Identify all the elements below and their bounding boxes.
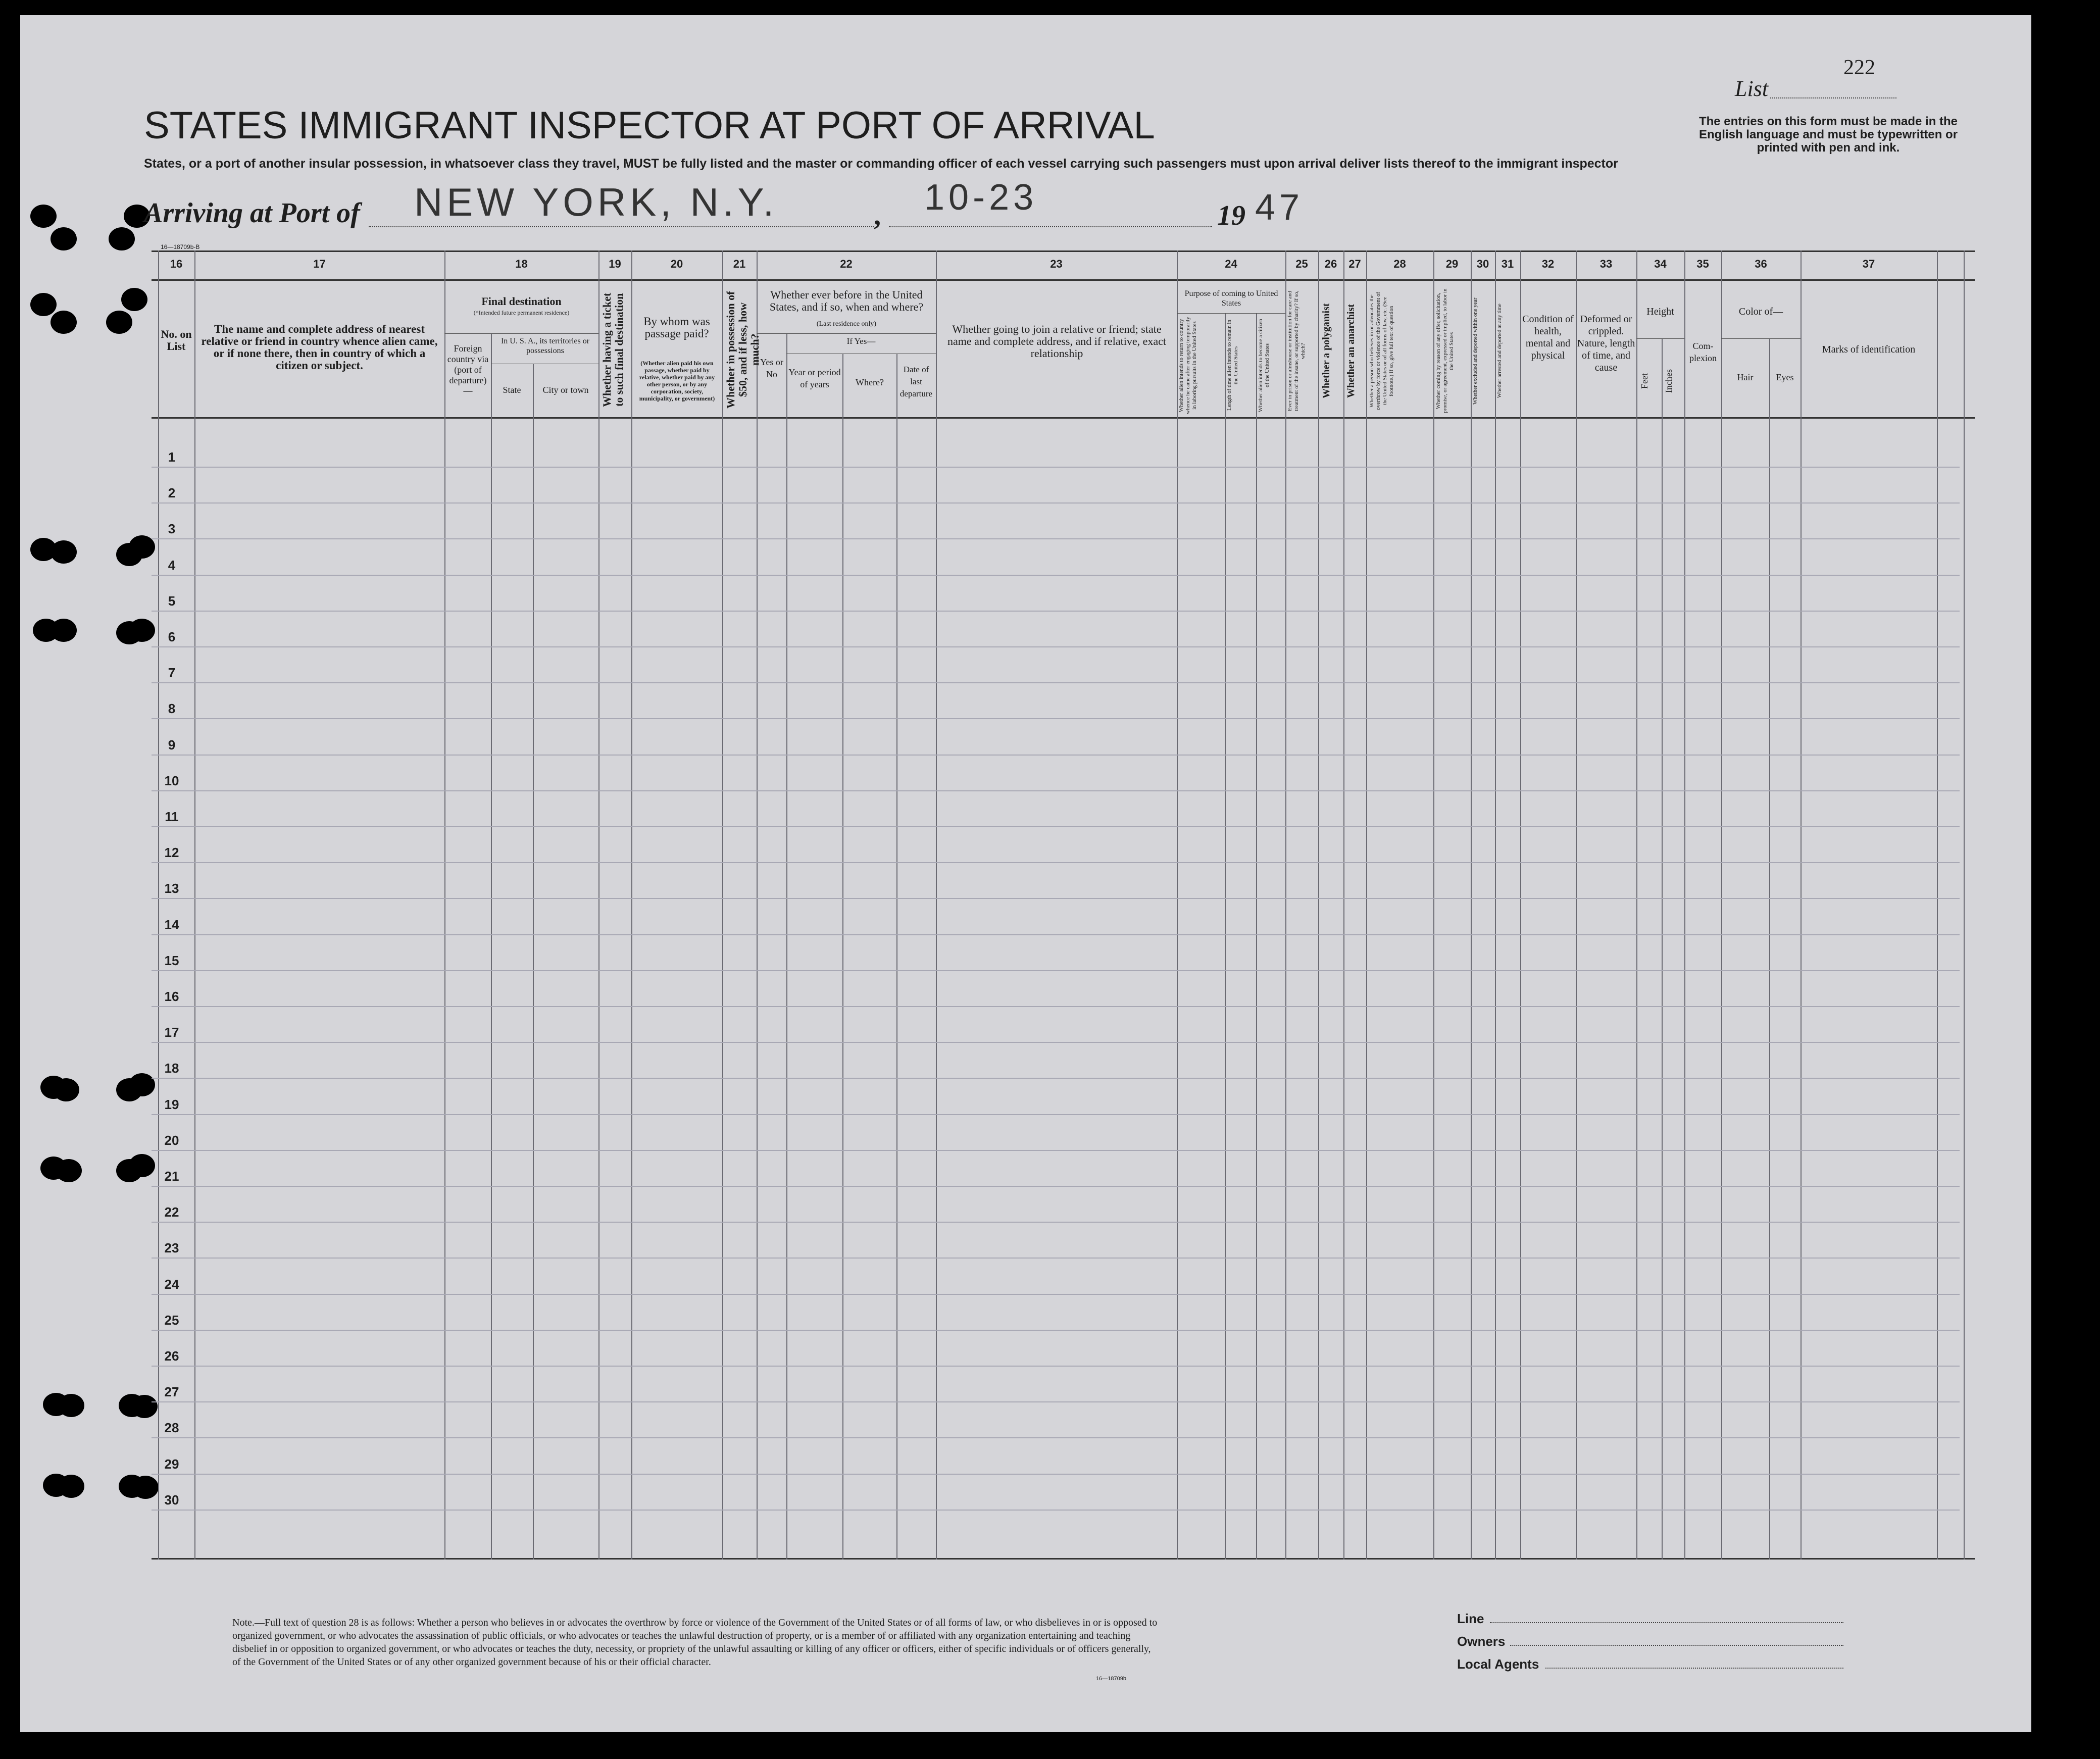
colnum-18: 18 bbox=[515, 258, 528, 270]
header-purpose-return: Whether alien intends to return to country whence he came after engaging temporarily in laboring pursuits in the United States bbox=[1178, 317, 1197, 414]
row-number: 23 bbox=[164, 1240, 179, 1256]
date-line bbox=[889, 226, 1212, 227]
entry-note: The entries on this form must be made in the English language and must be typewritten or printed with pen and ink. bbox=[1698, 115, 1958, 155]
header-state: State bbox=[503, 385, 521, 395]
header-period: Year or period of years bbox=[788, 367, 841, 389]
header-overthrow: Whether a person who believes in or advocates the overthrow by force or violence of the Government of the United States or of all forms of law, etc. (See footnote.) If so, give full text of question bbox=[1369, 292, 1394, 410]
row-number: 14 bbox=[164, 917, 179, 932]
row-number: 8 bbox=[168, 701, 176, 717]
header-prison: Ever in prison or almshouse or institution for care and treatment of the insane, or supported by charity? If so, which? bbox=[1287, 290, 1306, 412]
row-number: 17 bbox=[164, 1025, 179, 1040]
row-number: 18 bbox=[164, 1061, 179, 1076]
footer-form-code: 16—18709b bbox=[1096, 1676, 1126, 1682]
colnum-29: 29 bbox=[1445, 258, 1459, 270]
row-number: 13 bbox=[164, 881, 179, 896]
table-row[interactable] bbox=[152, 826, 1960, 827]
header-labor-offer: Whether coming by reason of any offer, solicitation, promise, or agreement, expressed or implied, to labor in the United States bbox=[1435, 288, 1455, 414]
colnum-27: 27 bbox=[1348, 258, 1361, 270]
table-row[interactable] bbox=[152, 718, 1960, 719]
header-going-to-join: Whether going to join a relative or friend; state name and complete address, and if relative, exact relationship bbox=[947, 323, 1167, 360]
row-number: 10 bbox=[164, 773, 179, 788]
manifest-sheet bbox=[20, 15, 2031, 1732]
header-complexion: Com-plexion bbox=[1689, 341, 1717, 363]
table-row[interactable] bbox=[152, 1258, 1960, 1259]
header-where: Where? bbox=[856, 377, 884, 387]
header-foreign-country: Foreign country via (port of departure)— bbox=[447, 343, 489, 396]
table-row[interactable] bbox=[152, 1366, 1960, 1367]
colnum-19: 19 bbox=[609, 258, 621, 270]
row-number: 15 bbox=[164, 952, 179, 968]
colnum-21: 21 bbox=[733, 258, 746, 270]
row-number: 30 bbox=[164, 1492, 179, 1507]
list-number: 222 bbox=[1843, 56, 1875, 79]
header-yes-no: Yes or No bbox=[760, 357, 783, 379]
row-number: 21 bbox=[164, 1169, 179, 1184]
table-row[interactable] bbox=[152, 1474, 1960, 1475]
footer-owners-label: Owners bbox=[1457, 1634, 1506, 1649]
colnum-37: 37 bbox=[1862, 258, 1875, 270]
header-health: Condition of health, mental and physical bbox=[1522, 314, 1574, 361]
header-marks: Marks of identification bbox=[1822, 344, 1916, 355]
row-number: 25 bbox=[164, 1312, 179, 1328]
table-row[interactable] bbox=[152, 1437, 1960, 1438]
colnum-34: 34 bbox=[1654, 258, 1667, 270]
header-final-destination: Final destination bbox=[481, 295, 562, 308]
header-last-departure: Date of last departure bbox=[899, 365, 933, 398]
header-nearest-relative: The name and complete address of nearest relative or friend in country whence alien came, or if none there, then in country of which a citizen or subject. bbox=[201, 323, 438, 372]
colnum-33: 33 bbox=[1599, 258, 1613, 270]
row-number: 19 bbox=[164, 1096, 179, 1112]
colnum-28: 28 bbox=[1393, 258, 1406, 270]
row-number: 20 bbox=[164, 1132, 179, 1148]
row-number: 9 bbox=[168, 737, 176, 752]
header-anarchist: Whether an anarchist bbox=[1345, 304, 1357, 398]
header-color-of: Color of— bbox=[1738, 306, 1783, 317]
table-row[interactable] bbox=[152, 575, 1960, 576]
arriving-label: Arriving at Port of bbox=[144, 197, 360, 229]
table-row[interactable] bbox=[152, 1401, 1960, 1402]
table-row[interactable] bbox=[152, 862, 1960, 863]
footer-line-field[interactable] bbox=[1490, 1622, 1843, 1623]
table-row[interactable] bbox=[152, 502, 1960, 504]
row-number: 28 bbox=[164, 1420, 179, 1436]
colnum-22: 22 bbox=[840, 258, 853, 270]
colnum-24: 24 bbox=[1225, 258, 1237, 270]
table-row[interactable] bbox=[152, 898, 1960, 899]
table-row[interactable] bbox=[152, 1510, 1960, 1511]
table-row[interactable] bbox=[152, 467, 1960, 468]
row-number: 29 bbox=[164, 1456, 179, 1472]
table-row[interactable] bbox=[152, 1150, 1960, 1151]
header-eyes: Eyes bbox=[1776, 372, 1794, 382]
table-row[interactable] bbox=[152, 1294, 1960, 1295]
colnum-36: 36 bbox=[1755, 258, 1767, 270]
colnum-25: 25 bbox=[1295, 258, 1308, 270]
colnum-30: 30 bbox=[1476, 258, 1489, 270]
header-purpose-length: Length of time alien intends to remain in the United States bbox=[1226, 320, 1239, 411]
colnum-26: 26 bbox=[1324, 258, 1337, 270]
header-last-residence: (Last residence only) bbox=[816, 320, 877, 328]
colnum-35: 35 bbox=[1696, 258, 1709, 270]
list-label: List bbox=[1735, 76, 1769, 101]
row-number: 24 bbox=[164, 1276, 179, 1292]
list-line bbox=[1770, 97, 1896, 98]
page-subtitle: States, or a port of another insular possession, in whatsoever class they travel, MUST be fully listed and the master or commanding officer of each vessel carrying such passengers must upon arrival deliver lists thereof to the immigrant inspector bbox=[144, 157, 1618, 171]
table-row[interactable] bbox=[152, 1186, 1960, 1187]
row-number: 2 bbox=[168, 485, 176, 501]
colnum-16: 16 bbox=[170, 258, 183, 270]
row-number: 16 bbox=[164, 989, 179, 1004]
date-value: 10-23 bbox=[924, 177, 1038, 218]
page-title: STATES IMMIGRANT INSPECTOR AT PORT OF ARRIVAL bbox=[144, 104, 1155, 147]
header-height: Height bbox=[1646, 306, 1674, 317]
table-row[interactable] bbox=[152, 755, 1960, 756]
header-purpose: Purpose of coming to United States bbox=[1184, 289, 1278, 308]
table-row[interactable] bbox=[152, 611, 1960, 612]
row-number: 7 bbox=[168, 665, 176, 681]
form-code: 16—18709b-B bbox=[161, 243, 200, 250]
header-purpose-citizen: Whether alien intends to become a citizen of the United States bbox=[1258, 319, 1270, 412]
header-inches: Inches bbox=[1664, 369, 1674, 393]
header-ticket: Whether having a ticket to such final destination bbox=[601, 292, 625, 407]
header-fifty-dollars: Whether in possession of $50, and if less, how much? bbox=[724, 291, 761, 409]
header-city: City or town bbox=[542, 385, 589, 395]
header-ever-before-us: Whether ever before in the United States, and if so, when and where? bbox=[769, 289, 924, 313]
colnum-23: 23 bbox=[1050, 258, 1063, 270]
row-number: 22 bbox=[164, 1204, 179, 1220]
port-value: NEW YORK, N.Y. bbox=[414, 180, 778, 224]
row-number: 5 bbox=[168, 593, 176, 609]
row-number: 1 bbox=[168, 449, 176, 465]
header-no-on-list: No. on List bbox=[161, 328, 192, 353]
footer-line-label: Line bbox=[1457, 1611, 1484, 1626]
footer-agents-label: Local Agents bbox=[1457, 1656, 1539, 1672]
row-number: 3 bbox=[168, 521, 176, 537]
colnum-17: 17 bbox=[313, 258, 326, 270]
header-polygamist: Whether a polygamist bbox=[1321, 303, 1332, 399]
table-row[interactable] bbox=[152, 538, 1960, 539]
table-row[interactable] bbox=[152, 1006, 1960, 1007]
row-number: 6 bbox=[168, 629, 176, 644]
row-number: 12 bbox=[164, 845, 179, 861]
footer-agents-field[interactable] bbox=[1545, 1668, 1843, 1669]
table-row[interactable] bbox=[152, 970, 1960, 971]
table-row[interactable] bbox=[152, 682, 1960, 683]
header-hair: Hair bbox=[1737, 372, 1754, 382]
table-row[interactable] bbox=[152, 1042, 1960, 1043]
row-number: 27 bbox=[164, 1384, 179, 1400]
port-line bbox=[369, 226, 874, 227]
table-row[interactable] bbox=[152, 1078, 1960, 1079]
footnote-question-28: Note.—Full text of question 28 is as follows: Whether a person who believes in or advocates the overthrow by force or violence of the Government of the United States or of all forms of law, or who disbelieves in or is opposed to organized government, or who advocates the assassination of public officials, or who advocates or teaches the unlawful destruction of property, or is a member of or affiliated with any organization entertaining and teaching disbelief in or opposition to organized government, or who advocates or teaches the duty, necessity, or propriety of the unlawful assaulting or killing of any officer or officers, either of specific individuals or of officers generally, of the Government of the United States or of any other organized government because of his or their official character. bbox=[232, 1617, 1158, 1668]
row-number: 26 bbox=[164, 1348, 179, 1364]
year-prefix: 19 bbox=[1217, 200, 1245, 231]
header-arrested: Whether arrested and deported at any time bbox=[1496, 304, 1503, 398]
row-number: 4 bbox=[168, 557, 176, 573]
footer-owners-field[interactable] bbox=[1510, 1645, 1843, 1646]
header-usa: In U. S. A., its territories or possessions bbox=[501, 337, 590, 355]
colnum-32: 32 bbox=[1541, 258, 1555, 270]
year-suffix: 47 bbox=[1255, 187, 1304, 228]
header-passage-paid-note: (Whether alien paid his own passage, whether paid by relative, whether paid by any other person, or by any corporation, society, municipality, or government) bbox=[639, 360, 715, 402]
header-feet: Feet bbox=[1639, 373, 1649, 389]
colnum-31: 31 bbox=[1501, 258, 1514, 270]
table-row[interactable] bbox=[152, 1114, 1960, 1115]
row-number: 11 bbox=[165, 809, 179, 824]
header-passage-paid: By whom was passage paid? bbox=[643, 316, 710, 340]
table-row[interactable] bbox=[152, 790, 1960, 791]
header-deformed: Deformed or crippled. Nature, length of time, and cause bbox=[1577, 314, 1635, 373]
header-excluded: Whether excluded and deported within one year bbox=[1472, 297, 1478, 405]
header-if-yes: If Yes— bbox=[846, 336, 876, 346]
table-row[interactable] bbox=[152, 1330, 1960, 1331]
table-row[interactable] bbox=[152, 934, 1960, 935]
colnum-20: 20 bbox=[670, 258, 683, 270]
table-row[interactable] bbox=[152, 646, 1960, 647]
comma: , bbox=[874, 200, 881, 231]
header-final-destination-note: (*Intended future permanent residence) bbox=[473, 309, 570, 316]
table-row[interactable] bbox=[152, 1222, 1960, 1223]
